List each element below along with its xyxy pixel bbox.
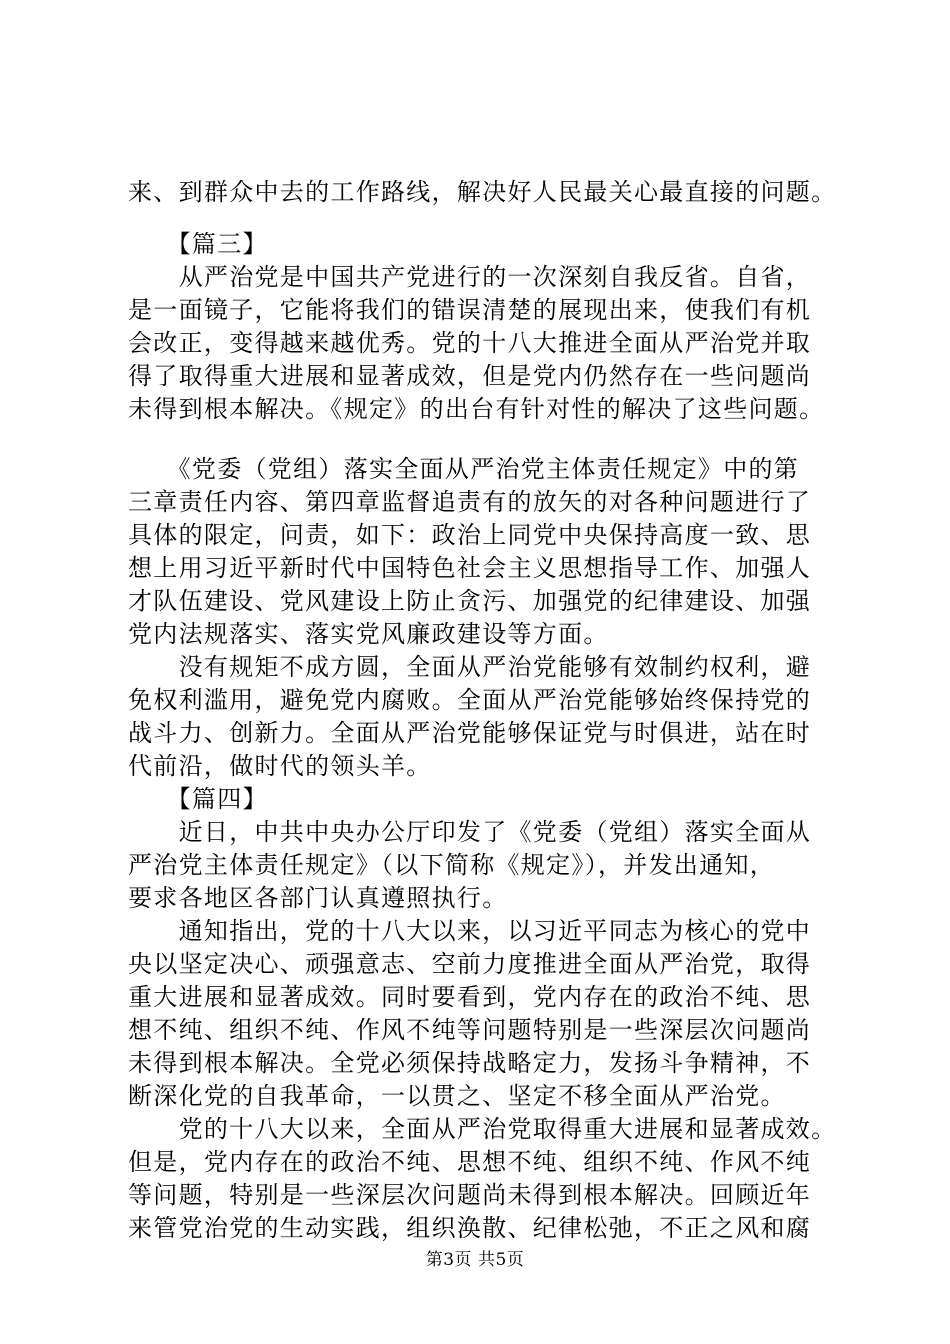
text-line: 党内法规落实、落实党风廉政建设等方面。 — [128, 620, 609, 648]
text-line: 通知指出，党的十八大以来，以习近平同志为核心的党中 — [128, 917, 812, 945]
text-line: 会改正，变得越来越优秀。党的十八大推进全面从严治党并取 — [128, 329, 812, 357]
text-line: 战斗力、创新力。全面从严治党能够保证党与时俱进，站在时 — [128, 719, 812, 747]
text-line: 免权利滥用，避免党内腐败。全面从严治党能够始终保持党的 — [128, 686, 812, 714]
text-line: 没有规矩不成方圆，全面从严治党能够有效制约权利，避 — [128, 653, 812, 681]
text-line: 等问题，特别是一些深层次问题尚未得到根本解决。回顾近年 — [128, 1181, 812, 1209]
section-heading: 【篇三】 — [128, 230, 268, 258]
text-line: 得了取得重大进展和显著成效，但是党内仍然存在一些问题尚 — [128, 362, 812, 390]
text-line: 要求各地区各部门认真遵照执行。 — [128, 884, 508, 912]
page-number-footer: 第3页 共5页 — [425, 1250, 525, 1270]
text-line: 重大进展和显著成效。同时要看到，党内存在的政治不纯、思 — [128, 983, 812, 1011]
text-line: 未得到根本解决。《规定》的出台有针对性的解决了这些问题。 — [128, 395, 825, 423]
text-line: 才队伍建设、党风建设上防止贪污、加强党的纪律建设、加强 — [128, 587, 812, 615]
text-line: 从严治党是中国共产党进行的一次深刻自我反省。自省， — [128, 263, 812, 291]
section-heading: 【篇四】 — [128, 785, 268, 813]
text-line: 未得到根本解决。全党必须保持战略定力，发扬斗争精神，不 — [128, 1049, 812, 1077]
text-line: 《党委（党组）落实全面从严治党主体责任规定》中的第 — [128, 455, 800, 483]
text-line: 是一面镜子，它能将我们的错误清楚的展现出来，使我们有机 — [128, 296, 812, 324]
text-line: 想上用习近平新时代中国特色社会主义思想指导工作、加强人 — [128, 554, 812, 582]
text-line: 央以坚定决心、顽强意志、空前力度推进全面从严治党，取得 — [128, 950, 812, 978]
text-line: 代前沿，做时代的领头羊。 — [128, 752, 432, 780]
text-line: 具体的限定，问责，如下：政治上同党中央保持高度一致、思 — [128, 521, 812, 549]
text-line: 断深化党的自我革命，一以贯之、坚定不移全面从严治党。 — [128, 1082, 786, 1110]
text-line: 想不纯、组织不纯、作风不纯等问题特别是一些深层次问题尚 — [128, 1016, 812, 1044]
text-line: 三章责任内容、第四章监督追责有的放矢的对各种问题进行了 — [128, 488, 812, 516]
text-line: 近日，中共中央办公厅印发了《党委（党组）落实全面从 — [128, 818, 812, 846]
text-line: 严治党主体责任规定》（以下简称《规定》），并发出通知， — [128, 851, 776, 879]
text-line: 但是，党内存在的政治不纯、思想不纯、组织不纯、作风不纯 — [128, 1148, 812, 1176]
text-line: 来、到群众中去的工作路线，解决好人民最关心最直接的问题。 — [128, 178, 837, 206]
text-line: 来管党治党的生动实践，组织涣散、纪律松弛，不正之风和腐 — [128, 1214, 812, 1242]
text-line: 党的十八大以来，全面从严治党取得重大进展和显著成效。 — [128, 1115, 837, 1143]
